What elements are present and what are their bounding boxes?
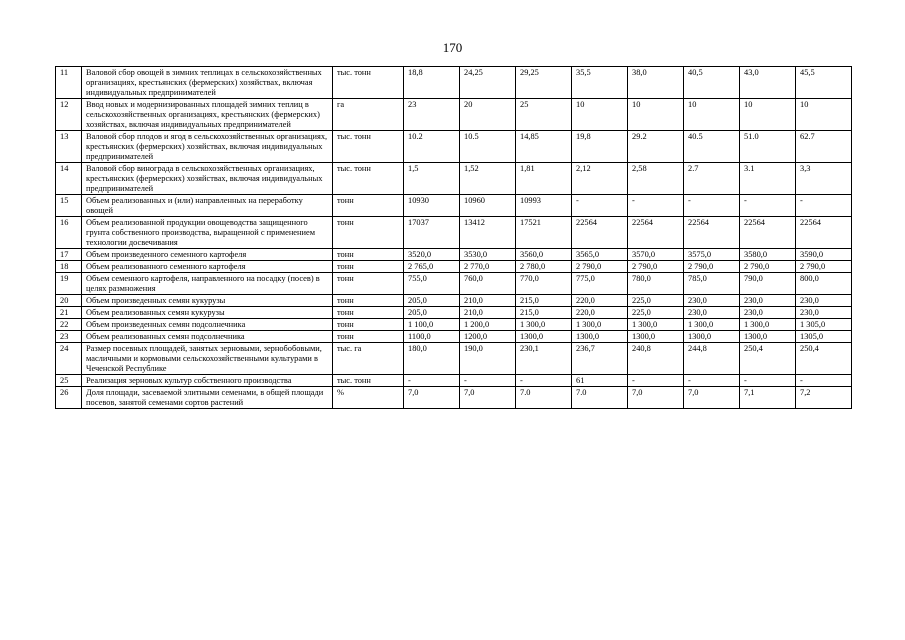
table-row xyxy=(56,131,852,163)
value-cell: 3565,0 xyxy=(572,249,628,261)
value-cell: 43,0 xyxy=(740,67,796,99)
value-cell: 215,0 xyxy=(516,295,572,307)
value-cell: 1 300,0 xyxy=(572,319,628,331)
value-cell: 51.0 xyxy=(740,131,796,163)
value-cell: 2 790,0 xyxy=(684,261,740,273)
value-cell: 230,0 xyxy=(740,307,796,319)
value-cell: - xyxy=(796,375,852,387)
value-cell: 3575,0 xyxy=(684,249,740,261)
row-number-cell: 12 xyxy=(56,99,82,131)
indicator-name-cell: Объем реализованной продукции овощеводства защищенного грунта собственного производства, выращенной с применением технологии досвечивания xyxy=(82,217,333,249)
indicator-name-cell: Доля площади, засеваемой элитными семенами, в общей площади посевов, занятой семенами сортов растений xyxy=(82,387,333,409)
value-cell: 230,0 xyxy=(796,307,852,319)
value-cell: 10.5 xyxy=(460,131,516,163)
table-row xyxy=(56,375,852,387)
value-cell: 1300,0 xyxy=(628,331,684,343)
table-row xyxy=(56,99,852,131)
value-cell: 205,0 xyxy=(404,307,460,319)
value-cell: 61 xyxy=(572,375,628,387)
row-number-cell: 19 xyxy=(56,273,82,295)
value-cell: 2 790,0 xyxy=(572,261,628,273)
indicator-name-cell: Объем произведенных семян кукурузы xyxy=(82,295,333,307)
value-cell: - xyxy=(460,375,516,387)
value-cell: 40.5 xyxy=(684,131,740,163)
value-cell: 7.0 xyxy=(572,387,628,409)
value-cell: 2 790,0 xyxy=(740,261,796,273)
value-cell: 23 xyxy=(404,99,460,131)
value-cell: 230,0 xyxy=(740,295,796,307)
unit-cell: га xyxy=(333,99,404,131)
value-cell: 3.1 xyxy=(740,163,796,195)
value-cell: 190,0 xyxy=(460,343,516,375)
value-cell: 244,8 xyxy=(684,343,740,375)
value-cell: 3580,0 xyxy=(740,249,796,261)
indicator-name-cell: Объем реализованных и (или) направленных на переработку овощей xyxy=(82,195,333,217)
row-number-cell: 14 xyxy=(56,163,82,195)
row-number-cell: 24 xyxy=(56,343,82,375)
table-row xyxy=(56,295,852,307)
value-cell: - xyxy=(572,195,628,217)
value-cell: 10930 xyxy=(404,195,460,217)
value-cell: 775,0 xyxy=(572,273,628,295)
row-number-cell: 23 xyxy=(56,331,82,343)
value-cell: 18,8 xyxy=(404,67,460,99)
row-number-cell: 18 xyxy=(56,261,82,273)
value-cell: 35,5 xyxy=(572,67,628,99)
value-cell: 25 xyxy=(516,99,572,131)
indicator-name-cell: Валовой сбор винограда в сельскохозяйственных организациях, крестьянских (фермерских) хозяйствах, включая индивидуальных предпринимателей xyxy=(82,163,333,195)
value-cell: 1300,0 xyxy=(740,331,796,343)
indicator-name-cell: Реализация зерновых культур собственного производства xyxy=(82,375,333,387)
value-cell: 220,0 xyxy=(572,295,628,307)
value-cell: 19,8 xyxy=(572,131,628,163)
value-cell: 10.2 xyxy=(404,131,460,163)
row-number-cell: 22 xyxy=(56,319,82,331)
unit-cell: тыс. тонн xyxy=(333,131,404,163)
value-cell: 1300,0 xyxy=(572,331,628,343)
value-cell: 230,0 xyxy=(684,295,740,307)
row-number-cell: 11 xyxy=(56,67,82,99)
value-cell: 230,0 xyxy=(684,307,740,319)
value-cell: 40,5 xyxy=(684,67,740,99)
value-cell: 62.7 xyxy=(796,131,852,163)
value-cell: 1305,0 xyxy=(796,331,852,343)
value-cell: 10 xyxy=(684,99,740,131)
value-cell: 760,0 xyxy=(460,273,516,295)
value-cell: - xyxy=(628,195,684,217)
value-cell: 250,4 xyxy=(796,343,852,375)
value-cell: 1100,0 xyxy=(404,331,460,343)
value-cell: 205,0 xyxy=(404,295,460,307)
value-cell: 10 xyxy=(796,99,852,131)
unit-cell: тонн xyxy=(333,307,404,319)
table-row xyxy=(56,343,852,375)
value-cell: 10960 xyxy=(460,195,516,217)
value-cell: - xyxy=(404,375,460,387)
indicators-table xyxy=(55,66,852,409)
unit-cell: тонн xyxy=(333,249,404,261)
value-cell: 236,7 xyxy=(572,343,628,375)
unit-cell: тыс. га xyxy=(333,343,404,375)
value-cell: 22564 xyxy=(740,217,796,249)
value-cell: 29,25 xyxy=(516,67,572,99)
unit-cell: % xyxy=(333,387,404,409)
value-cell: 1 300,0 xyxy=(628,319,684,331)
value-cell: 220,0 xyxy=(572,307,628,319)
value-cell: 2 770,0 xyxy=(460,261,516,273)
value-cell: - xyxy=(684,195,740,217)
value-cell: 22564 xyxy=(796,217,852,249)
value-cell: 10 xyxy=(628,99,684,131)
unit-cell: тыс. тонн xyxy=(333,67,404,99)
indicator-name-cell: Ввод новых и модернизированных площадей зимних теплиц в сельскохозяйственных организациях, крестьянских (фермерских) хозяйствах, включая индивидуальных предпринимателей xyxy=(82,99,333,131)
value-cell: 22564 xyxy=(684,217,740,249)
indicator-name-cell: Объем произведенных семян подсолнечника xyxy=(82,319,333,331)
indicator-name-cell: Объем семенного картофеля, направленного на посадку (посев) в целях размножения xyxy=(82,273,333,295)
indicator-name-cell: Объем реализованных семян кукурузы xyxy=(82,307,333,319)
value-cell: 770,0 xyxy=(516,273,572,295)
value-cell: 10 xyxy=(572,99,628,131)
value-cell: 3570,0 xyxy=(628,249,684,261)
indicator-name-cell: Валовой сбор плодов и ягод в сельскохозяйственных организациях, крестьянских (фермерских) хозяйствах, включая индивидуальных предпринимателей xyxy=(82,131,333,163)
row-number-cell: 16 xyxy=(56,217,82,249)
value-cell: 1300,0 xyxy=(684,331,740,343)
value-cell: 17037 xyxy=(404,217,460,249)
table-row xyxy=(56,307,852,319)
value-cell: 14,85 xyxy=(516,131,572,163)
value-cell: 225,0 xyxy=(628,307,684,319)
value-cell: 240,8 xyxy=(628,343,684,375)
value-cell: - xyxy=(740,195,796,217)
value-cell: 230,1 xyxy=(516,343,572,375)
value-cell: 790,0 xyxy=(740,273,796,295)
table-row xyxy=(56,217,852,249)
value-cell: 2 790,0 xyxy=(796,261,852,273)
value-cell: 225,0 xyxy=(628,295,684,307)
table-row xyxy=(56,331,852,343)
unit-cell: тонн xyxy=(333,195,404,217)
unit-cell: тонн xyxy=(333,273,404,295)
value-cell: 2 765,0 xyxy=(404,261,460,273)
indicator-name-cell: Валовой сбор овощей в зимних теплицах в сельскохозяйственных организациях, крестьянских (фермерских) хозяйствах, включая индивидуальных предпринимателей xyxy=(82,67,333,99)
unit-cell: тыс. тонн xyxy=(333,375,404,387)
table-body xyxy=(56,67,852,409)
value-cell: 1,81 xyxy=(516,163,572,195)
unit-cell: тыс. тонн xyxy=(333,163,404,195)
table-row xyxy=(56,273,852,295)
value-cell: 7,0 xyxy=(460,387,516,409)
value-cell: 45,5 xyxy=(796,67,852,99)
table-row xyxy=(56,195,852,217)
value-cell: 3530,0 xyxy=(460,249,516,261)
row-number-cell: 13 xyxy=(56,131,82,163)
value-cell: 22564 xyxy=(628,217,684,249)
value-cell: 1,52 xyxy=(460,163,516,195)
table-row xyxy=(56,261,852,273)
value-cell: 1300,0 xyxy=(516,331,572,343)
value-cell: 17521 xyxy=(516,217,572,249)
indicator-name-cell: Объем реализованного семенного картофеля xyxy=(82,261,333,273)
value-cell: 1,5 xyxy=(404,163,460,195)
value-cell: 2 790,0 xyxy=(628,261,684,273)
table-row xyxy=(56,67,852,99)
value-cell: 210,0 xyxy=(460,295,516,307)
value-cell: - xyxy=(740,375,796,387)
row-number-cell: 21 xyxy=(56,307,82,319)
value-cell: 780,0 xyxy=(628,273,684,295)
value-cell: 1 300,0 xyxy=(684,319,740,331)
value-cell: 1 305,0 xyxy=(796,319,852,331)
value-cell: - xyxy=(516,375,572,387)
value-cell: 210,0 xyxy=(460,307,516,319)
row-number-cell: 26 xyxy=(56,387,82,409)
value-cell: 180,0 xyxy=(404,343,460,375)
row-number-cell: 17 xyxy=(56,249,82,261)
value-cell: 22564 xyxy=(572,217,628,249)
unit-cell: тонн xyxy=(333,261,404,273)
value-cell: 785,0 xyxy=(684,273,740,295)
value-cell: 3520,0 xyxy=(404,249,460,261)
value-cell: - xyxy=(684,375,740,387)
unit-cell: тонн xyxy=(333,295,404,307)
table-row xyxy=(56,249,852,261)
unit-cell: тонн xyxy=(333,331,404,343)
value-cell: 7,0 xyxy=(684,387,740,409)
page-number: 170 xyxy=(442,40,463,55)
value-cell: 2,58 xyxy=(628,163,684,195)
value-cell: 1 300,0 xyxy=(516,319,572,331)
value-cell: 800,0 xyxy=(796,273,852,295)
value-cell: 10993 xyxy=(516,195,572,217)
table-row xyxy=(56,163,852,195)
value-cell: 250,4 xyxy=(740,343,796,375)
value-cell: 3590,0 xyxy=(796,249,852,261)
row-number-cell: 15 xyxy=(56,195,82,217)
value-cell: 1 300,0 xyxy=(740,319,796,331)
value-cell: 1200,0 xyxy=(460,331,516,343)
indicator-name-cell: Объем произведенного семенного картофеля xyxy=(82,249,333,261)
indicator-name-cell: Размер посевных площадей, занятых зерновыми, зернобобовыми, масличными и кормовыми сельскохозяйственными культурами в Чеченской Республике xyxy=(82,343,333,375)
value-cell: - xyxy=(796,195,852,217)
indicator-name-cell: Объем реализованных семян подсолнечника xyxy=(82,331,333,343)
row-number-cell: 20 xyxy=(56,295,82,307)
value-cell: 3,3 xyxy=(796,163,852,195)
value-cell: 2 780,0 xyxy=(516,261,572,273)
value-cell: 24,25 xyxy=(460,67,516,99)
value-cell: 1 100,0 xyxy=(404,319,460,331)
row-number-cell: 25 xyxy=(56,375,82,387)
value-cell: 10 xyxy=(740,99,796,131)
value-cell: 7,0 xyxy=(404,387,460,409)
value-cell: 13412 xyxy=(460,217,516,249)
value-cell: 215,0 xyxy=(516,307,572,319)
value-cell: 38,0 xyxy=(628,67,684,99)
value-cell: - xyxy=(628,375,684,387)
value-cell: 7,1 xyxy=(740,387,796,409)
value-cell: 20 xyxy=(460,99,516,131)
value-cell: 755,0 xyxy=(404,273,460,295)
value-cell: 1 200,0 xyxy=(460,319,516,331)
value-cell: 2.7 xyxy=(684,163,740,195)
unit-cell: тонн xyxy=(333,319,404,331)
value-cell: 230,0 xyxy=(796,295,852,307)
table-row xyxy=(56,319,852,331)
unit-cell: тонн xyxy=(333,217,404,249)
value-cell: 3560,0 xyxy=(516,249,572,261)
table-row xyxy=(56,387,852,409)
value-cell: 7,0 xyxy=(628,387,684,409)
value-cell: 7,2 xyxy=(796,387,852,409)
value-cell: 7.0 xyxy=(516,387,572,409)
value-cell: 29.2 xyxy=(628,131,684,163)
value-cell: 2,12 xyxy=(572,163,628,195)
